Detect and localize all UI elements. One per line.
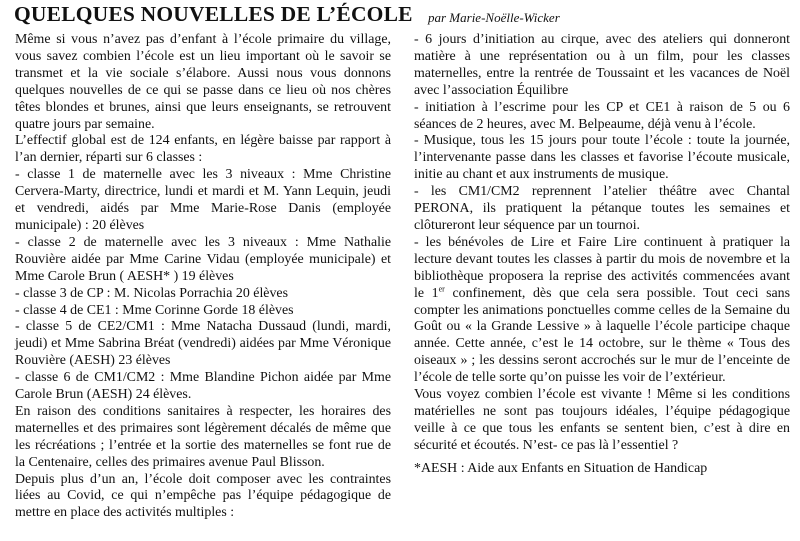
ordinal-superscript: er <box>438 283 445 293</box>
activity-lecture-part-2: confinement, dès que cela sera possible. Tout ceci sans compter les animations ponctuelles comme celles de la Semaine du Goût ou « la Grande Lessive » à laquelle l’école participe chaque année. Cette année, c’est le 14 octobre, sur le thème « Tous des oiseaux » ; les dessins seront accrochés sur le mur de l’enceinte de l’école de telle sorte qu’on puisse les voir de l’extérieur. <box>414 285 790 386</box>
right-column <box>414 32 790 478</box>
paragraph-intro: Même si vous n’avez pas d’enfant à l’école primaire du village, vous savez combien l’école est un lieu important où le savoir se transmet et la vie sociale s’élabore. Aussi nous vous donnons quelques nouvelles de ce qui se passe dans ce lieu où nos chères têtes blondes et brunes, ainsi que leurs enseignants, se retrouvent quatre jours par semaine. <box>15 32 391 132</box>
class-item-6: - classe 6 de CM1/CM2 : Mme Blandine Pichon aidée par Mme Carole Brun (AESH) 24 élèves. <box>15 370 391 403</box>
activity-lecture <box>414 235 790 387</box>
class-item-1: - classe 1 de maternelle avec les 3 niveaux : Mme Christine Cervera-Marty, directrice, lundi et mardi et M. Yann Lequin, jeudi et vendredi, aidés par Mme Marie-Rose Danis (employée municipale) : 20 élèves <box>15 167 391 233</box>
class-item-5: - classe 5 de CE2/CM1 : Mme Natacha Dussaud (lundi, mardi, jeudi) et Mme Sabrina Bréat (vendredi) aidées par Mme Véronique Rouvière (AESH) 23 élèves <box>15 319 391 369</box>
paragraph-conclusion: Vous voyez combien l’école est vivante ! Même si les conditions matérielles ne sont pas toujours idéales, l’équipe pédagogique veille à ce que tous les enfants se sentent bien, c’est à dire en sécurité et écoutés. N’est- ce pas là l’essentiel ? <box>414 387 790 453</box>
class-item-4: - classe 4 de CE1 : Mme Corinne Gorde 18 élèves <box>15 302 294 318</box>
footnote-aesh: *AESH : Aide aux Enfants en Situation de Handicap <box>414 460 708 476</box>
paragraph-effectif: L’effectif global est de 124 enfants, en légère baisse par rapport à l’an dernier, réparti sur 6 classes : <box>15 133 391 166</box>
left-column <box>15 32 391 522</box>
article-author: par Marie-Noëlle-Wicker <box>428 10 560 25</box>
article-title: QUELQUES NOUVELLES DE L’ÉCOLE <box>14 2 413 26</box>
class-item-3: - classe 3 de CP : M. Nicolas Porrachia 20 élèves <box>15 285 288 301</box>
activity-lecture-part-1: - les bénévoles de Lire et Faire Lire continuent à pratiquer la lecture devant toutes les classes à partir du mois de novembre et la bibliothèque proposera la reprise des activités commencées avant le 1 <box>414 234 790 301</box>
class-item-2: - classe 2 de maternelle avec les 3 niveaux : Mme Nathalie Rouvière aidée par Mme Carine Vidau (employée municipale) et Mme Carole Brun ( AESH* ) 19 élèves <box>15 234 391 284</box>
activity-theatre: - les CM1/CM2 reprennent l’atelier théâtre avec Chantal PERONA, ils pratiquent la pétanque toutes les semaines et clôtureront leur séquence par un tournoi. <box>414 184 790 233</box>
paragraph-sanitary: En raison des conditions sanitaires à respecter, les horaires des maternelles et des primaires sont légèrement décalés de même que les récréations ; l’entrée et la sortie des maternelles se font rue de la Centenaire, celles des primaires avenue Paul Blisson. <box>15 403 391 470</box>
activity-escrime: - initiation à l’escrime pour les CP et CE1 à raison de 5 ou 6 séances de 2 heures, avec M. Belpeaume, déjà venu à l’école. <box>414 99 790 132</box>
activity-musique: - Musique, tous les 15 jours pour toute l’école : toute la journée, l’intervenante passe dans les classes et favorise l’écoute musicale, initie au chant et aux instruments de musique. <box>414 133 790 183</box>
activity-cirque: - 6 jours d’initiation au cirque, avec des ateliers qui donneront matière à une représentation ou à un film, pour les classes maternelles, entre la rentrée de Toussaint et les vacances de Noël avec l’association Équilibre <box>414 32 790 98</box>
paragraph-covid: Depuis plus d’un an, l’école doit composer avec les contraintes liées au Covid, ce qui n’empêche pas l’équipe pédagogique de mettre en place des activités multiples : <box>15 471 391 521</box>
